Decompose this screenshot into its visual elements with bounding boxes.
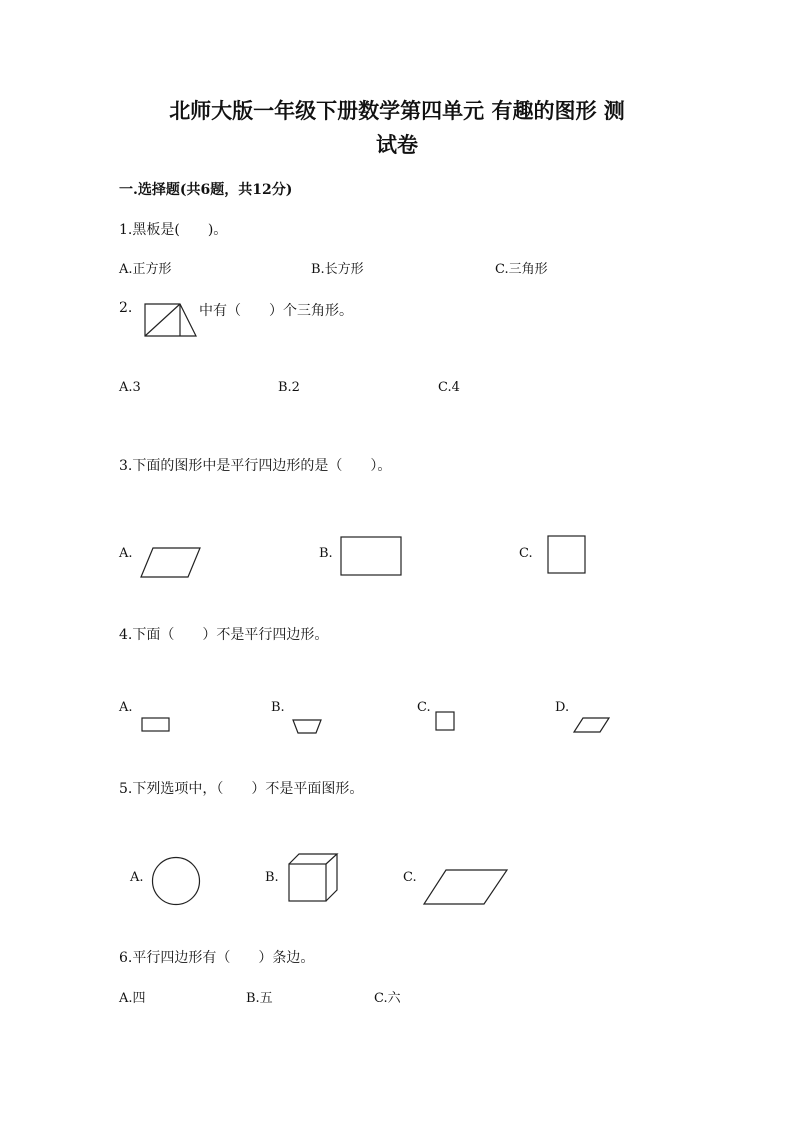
question-1-option-a: A.正方形 [119,262,172,277]
circle-shape [151,856,201,906]
small-parallelogram-shape [573,717,613,735]
small-rectangle-shape [141,717,171,733]
question-1-option-c: C.三角形 [495,262,548,277]
page-title-line-1: 北师大版一年级下册数学第四单元 有趣的图形 测 [169,98,625,123]
section-heading: 一.选择题(共6题，共12分) [119,182,293,198]
question-5-option-a: A. [130,870,144,885]
question-5-number: 5. [119,781,133,797]
square-shape [547,535,587,575]
question-4-option-b: B. [271,700,285,715]
rectangle-shape [340,536,402,576]
question-2-option-b: B.2 [278,380,300,395]
figure-diagonal [145,304,180,336]
small-square-shape [435,711,457,733]
question-1-number: 1. [119,222,133,238]
question-1-text: 黑板是( )。 [132,222,228,238]
question-6-number: 6. [119,950,133,966]
question-4-option-a: A. [119,700,133,715]
question-2-text: 中有（ ）个三角形。 [199,303,353,319]
question-5-option-c: C. [403,870,417,885]
question-2-option-a: A.3 [119,380,141,395]
question-3-option-c: C. [519,546,533,561]
parallelogram-shape [140,547,202,579]
question-3-option-a: A. [119,546,133,561]
question-2-option-c: C.4 [438,380,460,395]
page-title-line-2: 试卷 [376,132,418,157]
trapezoid-shape [292,719,322,735]
question-4-text: 下面（ ）不是平行四边形。 [132,627,329,643]
question-6-option-b: B.五 [246,991,273,1006]
question-3-number: 3. [119,458,133,474]
question-4-number: 4. [119,627,133,643]
question-4-option-d: D. [555,700,570,715]
question-3-text: 下面的图形中是平行四边形的是（ ）。 [132,458,392,474]
question-5-option-b: B. [265,870,279,885]
wide-parallelogram-shape [423,869,509,907]
figure-outline [145,304,196,336]
cube-shape [287,852,341,906]
question-6-option-c: C.六 [374,991,401,1006]
question-2-number: 2. [119,300,133,316]
question-3-option-b: B. [319,546,333,561]
question-4-option-c: C. [417,700,431,715]
question-6-text: 平行四边形有（ ）条边。 [132,950,315,966]
question-5-text: 下列选项中，（ ）不是平面图形。 [132,781,364,797]
trapezoid-divided-figure [144,303,198,337]
question-6-option-a: A.四 [119,991,146,1006]
question-1-option-b: B.长方形 [311,262,364,277]
